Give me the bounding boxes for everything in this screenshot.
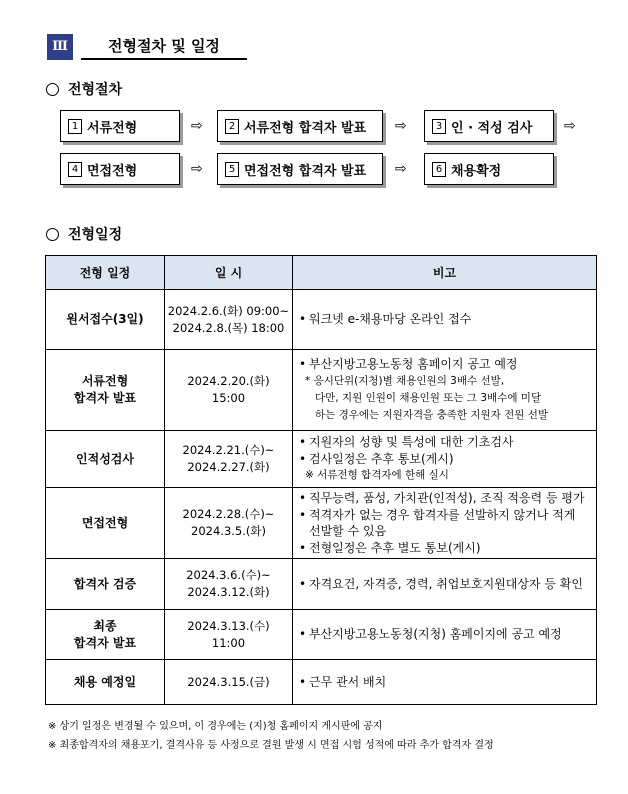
- stage-text: 합격자 검증: [73, 576, 137, 591]
- note-subtext: 하는 경우에는 지원자격을 충족한 지원자 전원 선발: [315, 408, 549, 421]
- bullet-icon: •: [299, 576, 307, 591]
- process-heading: [46, 79, 122, 99]
- step-1: 1 서류전형: [60, 110, 180, 142]
- date-text: 2024.3.5.(화): [191, 524, 266, 538]
- column-header: 일 시: [165, 256, 293, 290]
- bullet-icon: •: [299, 540, 307, 555]
- table-row: [46, 350, 597, 431]
- note-subtext: * 응시단위(지청)별 채용인원의 3배수 선발,: [305, 374, 505, 387]
- table-row: [46, 488, 597, 559]
- table-row: [46, 660, 597, 705]
- date-cell: [165, 488, 293, 559]
- date-cell: [165, 290, 293, 350]
- date-text: 2024.2.27.(화): [187, 460, 270, 474]
- note-cell: [293, 610, 597, 660]
- footnote: ※ 상기 일정은 변경될 수 있으며, 이 경우에는 (지)청 홈페이지 게시판에 공지: [48, 721, 383, 732]
- note-text: 자격요건, 자격증, 경력, 취업보호지원대상자 등 확인: [309, 576, 583, 591]
- stage-text: 합격자 발표: [73, 391, 137, 405]
- stage-cell: [46, 431, 165, 488]
- note-text: 직무능력, 품성, 가치관(인적성), 조직 적응력 등 평가: [309, 491, 585, 505]
- date-cell: [165, 350, 293, 431]
- stage-cell: [46, 290, 165, 350]
- stage-cell: [46, 488, 165, 559]
- step-5: 5 면접전형 합격자 발표: [217, 153, 383, 185]
- bullet-icon: •: [299, 491, 307, 505]
- date-text: 11:00: [211, 635, 246, 650]
- circle-bullet-icon: [46, 228, 59, 241]
- date-text: 2024.2.28.(수)~: [182, 507, 275, 521]
- note-bullet: [299, 576, 590, 593]
- column-header: 비고: [293, 256, 597, 290]
- right-arrow-icon: ⇨: [395, 118, 407, 134]
- date-cell: [165, 559, 293, 610]
- note-subtext: ※ 서류전형 합격자에 한해 실시: [305, 469, 449, 481]
- note-cell: [293, 559, 597, 610]
- note-subtext: 다만, 지원 인원이 채용인원 또는 그 3배수에 미달: [315, 391, 542, 404]
- date-text: 2024.2.6.(화) 09:00~: [167, 303, 290, 318]
- circle-bullet-icon: [46, 83, 59, 96]
- right-arrow-icon: ⇨: [191, 161, 203, 177]
- section-title: 전형절차 및 일정: [81, 34, 247, 60]
- date-cell: [165, 610, 293, 660]
- stage-text: 원서접수(3일): [66, 312, 144, 326]
- date-text: 15:00: [211, 391, 246, 405]
- note-cell: [293, 350, 597, 431]
- stage-text: 최종: [93, 618, 117, 633]
- note-text: 근무 관서 배치: [309, 674, 387, 689]
- note-text: 부산지방고용노동청(지청) 홈페이지에 공고 예정: [309, 627, 562, 642]
- column-header: 전형 일정: [46, 256, 165, 290]
- note-text: 적격자가 없는 경우 합격자를 선발하지 않거나 적게 선발할 수 있음: [309, 507, 576, 538]
- date-cell: [165, 431, 293, 488]
- right-arrow-icon: ⇨: [564, 118, 576, 134]
- step-6: 6 채용확정: [424, 153, 554, 185]
- note-bullet: [299, 507, 590, 540]
- bullet-icon: •: [299, 357, 307, 372]
- note-text: 부산지방고용노동청 홈페이지 공고 예정: [309, 357, 518, 372]
- right-arrow-icon: ⇨: [395, 161, 407, 177]
- table-row: [46, 290, 597, 350]
- date-text: 2024.3.6.(수)~: [186, 568, 271, 582]
- note-bullet: [299, 311, 590, 328]
- right-arrow-icon: ⇨: [191, 118, 203, 134]
- process-title: 전형절차: [68, 82, 123, 98]
- bullet-icon: •: [299, 674, 307, 689]
- stage-cell: [46, 350, 165, 431]
- stage-cell: [46, 660, 165, 705]
- note-bullet: [299, 674, 590, 691]
- stage-text: 인적성검사: [76, 451, 134, 466]
- table-header-row: [46, 256, 597, 290]
- note-bullet: [299, 626, 590, 643]
- date-text: 2024.2.20.(화): [187, 374, 270, 388]
- note-cell: [293, 660, 597, 705]
- footnote: ※ 최종합격자의 채용포기, 결격사유 등 사정으로 결원 발생 시 면접 시험 성적에 따라 추가 합격자 결정: [48, 740, 494, 751]
- step-4: 4 면접전형: [60, 153, 180, 185]
- bullet-icon: •: [299, 507, 307, 522]
- note-cell: [293, 431, 597, 488]
- note-cell: [293, 290, 597, 350]
- stage-cell: [46, 559, 165, 610]
- schedule-table: [45, 255, 597, 705]
- bullet-icon: •: [299, 312, 307, 327]
- bullet-icon: •: [299, 627, 307, 642]
- step-3: 3 인 · 적성 검사: [424, 110, 554, 142]
- table-row: [46, 559, 597, 610]
- stage-text: 서류전형: [81, 374, 129, 388]
- note-bullet: [299, 490, 590, 507]
- section-header: [47, 34, 247, 60]
- note-cell: [293, 488, 597, 559]
- note-text: 워크넷 e-채용마당 온라인 접수: [309, 312, 472, 327]
- section-number: Ⅲ: [47, 34, 73, 60]
- date-text: 2024.3.12.(화): [187, 585, 270, 599]
- schedule-title: 전형일정: [68, 227, 123, 243]
- date-text: 2024.3.15.(금): [187, 674, 270, 689]
- date-text: 2024.2.8.(목) 18:00: [172, 320, 285, 335]
- date-text: 2024.3.13.(수): [187, 618, 270, 633]
- note-text: 지원자의 성향 및 특성에 대한 기초검사: [309, 435, 514, 449]
- schedule-heading: [46, 224, 122, 244]
- note-bullet: [299, 451, 590, 468]
- date-text: 2024.2.21.(수)~: [182, 443, 275, 457]
- note-text: 검사일정은 추후 통보(게시): [309, 451, 454, 466]
- table-row: [46, 610, 597, 660]
- table-row: [46, 431, 597, 488]
- note-bullet: [299, 434, 590, 451]
- stage-text: 채용 예정일: [73, 674, 137, 689]
- note-bullet: [299, 356, 590, 373]
- bullet-icon: •: [299, 451, 307, 466]
- note-text: 전형일정은 추후 별도 통보(게시): [309, 540, 481, 555]
- stage-text: 면접전형: [81, 515, 129, 530]
- bullet-icon: •: [299, 435, 307, 449]
- date-cell: [165, 660, 293, 705]
- step-2: 2 서류전형 합격자 발표: [217, 110, 383, 142]
- note-bullet: [299, 540, 590, 557]
- stage-cell: [46, 610, 165, 660]
- stage-text: 합격자 발표: [73, 635, 137, 650]
